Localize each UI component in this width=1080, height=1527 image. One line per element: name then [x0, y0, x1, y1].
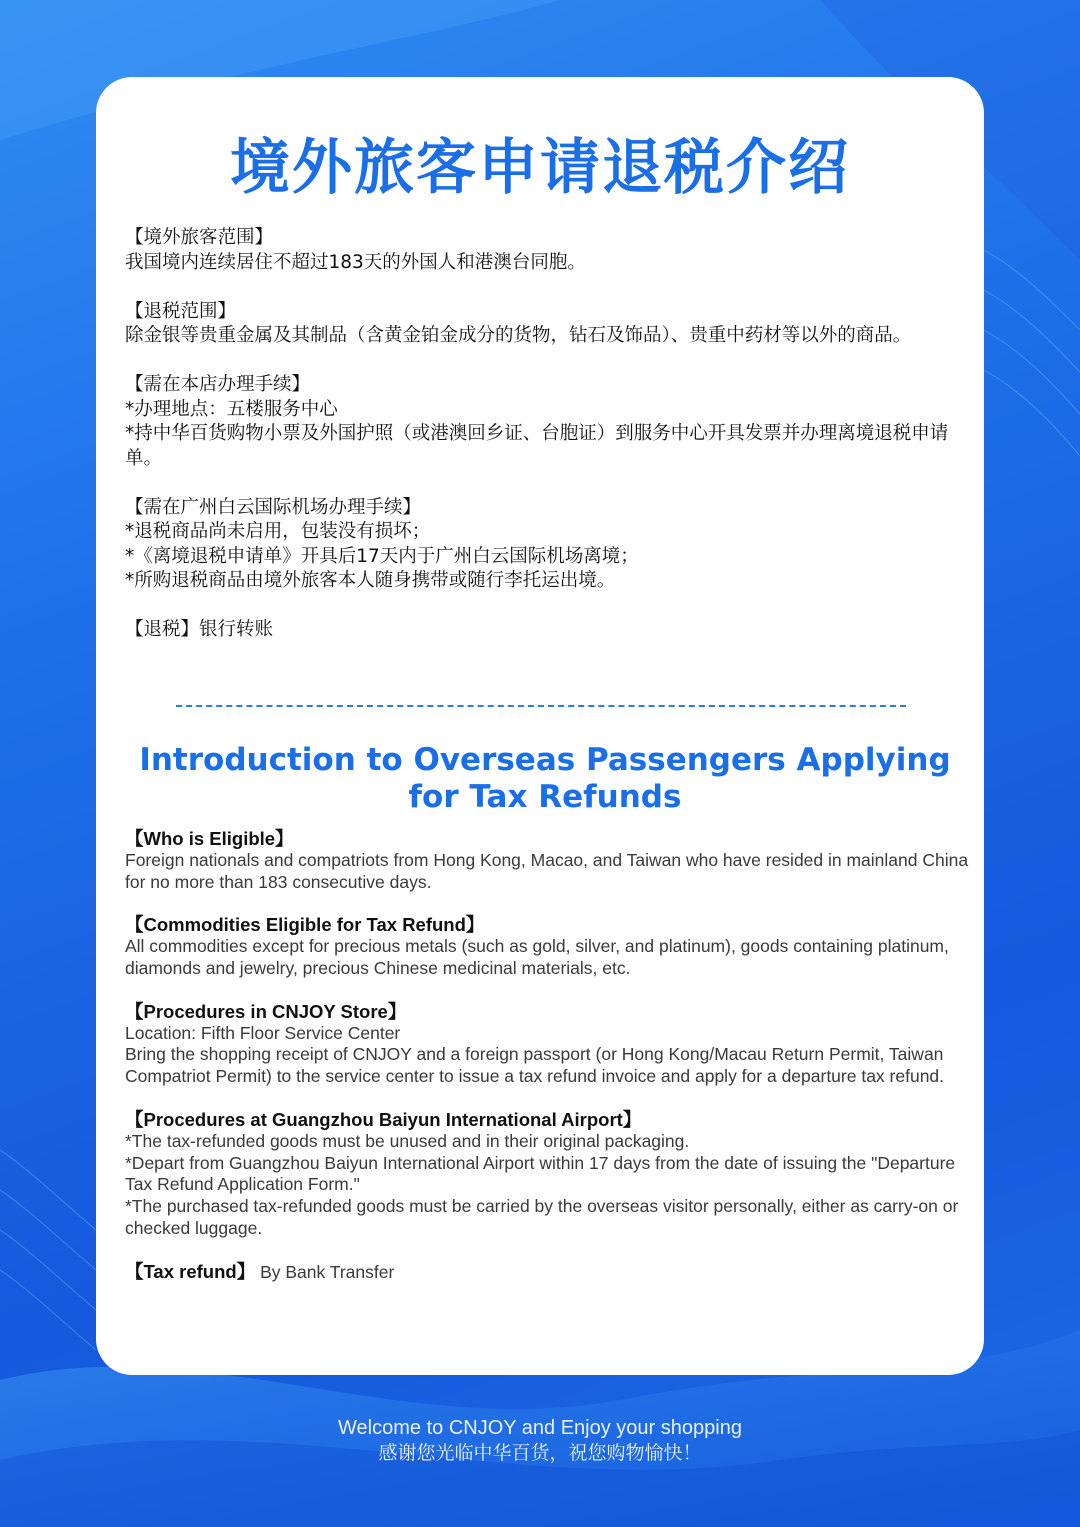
zh-section-text: 除金银等贵重金属及其制品（含黄金铂金成分的货物，钻石及饰品）、贵重中药材等以外的商品。 [125, 325, 912, 346]
en-section-heading: 【Who is Eligible】 [125, 828, 294, 849]
zh-section-store-procedures [125, 373, 975, 471]
footer-welcome-zh: 感谢您光临中华百货，祝您购物愉快！ [378, 1442, 702, 1464]
en-refund-line [125, 1261, 975, 1284]
section-divider [176, 705, 906, 707]
zh-section-heading: 【退税范围】 [125, 300, 237, 322]
zh-section-text: *办理地点：五楼服务中心 [125, 398, 338, 420]
en-section-text: Foreign nationals and compatriots from Hong Kong, Macao, and Taiwan who have resided in mainland China for no more than 183 consecutive days. [125, 849, 969, 892]
zh-section-refund-scope [125, 300, 975, 349]
footer-welcome-en: Welcome to CNJOY and Enjoy your shopping [338, 1417, 742, 1439]
zh-section-text: *持中华百货购物小票及外国护照（或港澳回乡证、台胞证）到服务中心开具发票并办理离境退税申请单。 [125, 423, 949, 469]
zh-section-refund-method [125, 618, 975, 643]
en-page-title [96, 742, 994, 816]
zh-content [125, 226, 975, 667]
zh-section-text: 【退税】银行转账 [125, 619, 274, 640]
zh-section-airport-procedures [125, 496, 975, 594]
zh-section-text: *所购退税商品由境外旅客本人随身携带或随行李托运出境。 [125, 570, 616, 591]
zh-section-heading: 【需在本店办理手续】 [125, 374, 311, 395]
en-section-text: All commodities except for precious metals (such as gold, silver, and platinum), goods containing platinum, diamonds and jewelry, precious Chinese medicinal materials, etc. [125, 936, 949, 978]
en-section-text: Location: Fifth Floor Service Center [125, 1022, 401, 1043]
zh-section-eligible-travelers [125, 226, 975, 275]
zh-page-title: 境外旅客申请退税介绍 [230, 133, 850, 203]
en-section-text: *The purchased tax-refunded goods must be carried by the overseas visitor personally, either as carry-on or checked luggage. [125, 1196, 959, 1238]
en-title-line-2: for Tax Refunds [408, 779, 682, 815]
en-refund-heading: 【Tax refund】 [125, 1260, 256, 1282]
en-section-heading: 【Procedures in CNJOY Store】 [125, 1000, 407, 1022]
en-section-airport-procedures [125, 1109, 975, 1240]
zh-section-heading: 【需在广州白云国际机场办理手续】 [125, 496, 422, 518]
en-section-store-procedures [125, 1001, 975, 1088]
en-section-heading: 【Procedures at Guangzhou Baiyun International Airport】 [125, 1108, 642, 1130]
en-content [125, 828, 975, 1305]
en-title-line-1: Introduction to Overseas Passengers Applying [139, 742, 951, 778]
zh-section-text: *退税商品尚未启用，包装没有损坏； [125, 521, 431, 542]
footer [0, 1416, 1080, 1466]
en-section-text: *The tax-refunded goods must be unused and in their original packaging. [125, 1130, 690, 1151]
en-section-eligible-commodities [125, 914, 975, 979]
zh-section-heading: 【境外旅客范围】 [125, 227, 274, 248]
en-section-who-is-eligible [125, 828, 975, 893]
en-section-text: Bring the shopping receipt of CNJOY and a foreign passport (or Hong Kong/Macau Return Permit, Taiwan Compatriot Permit) to the service center to issue a tax refund invoice and apply for a departure tax refund. [125, 1044, 945, 1087]
en-section-text: *Depart from Guangzhou Baiyun International Airport within 17 days from the date of issuing the "Departure Tax Refund Application Form." [125, 1152, 956, 1195]
zh-section-text: *《离境退税申请单》开具后17天内于广州白云国际机场离境； [125, 545, 639, 567]
en-section-refund-method [125, 1261, 975, 1284]
en-section-heading: 【Commodities Eligible for Tax Refund】 [125, 914, 485, 936]
zh-section-text: 我国境内连续居住不超过183天的外国人和港澳台同胞。 [125, 251, 586, 273]
en-refund-text: By Bank Transfer [255, 1261, 395, 1282]
